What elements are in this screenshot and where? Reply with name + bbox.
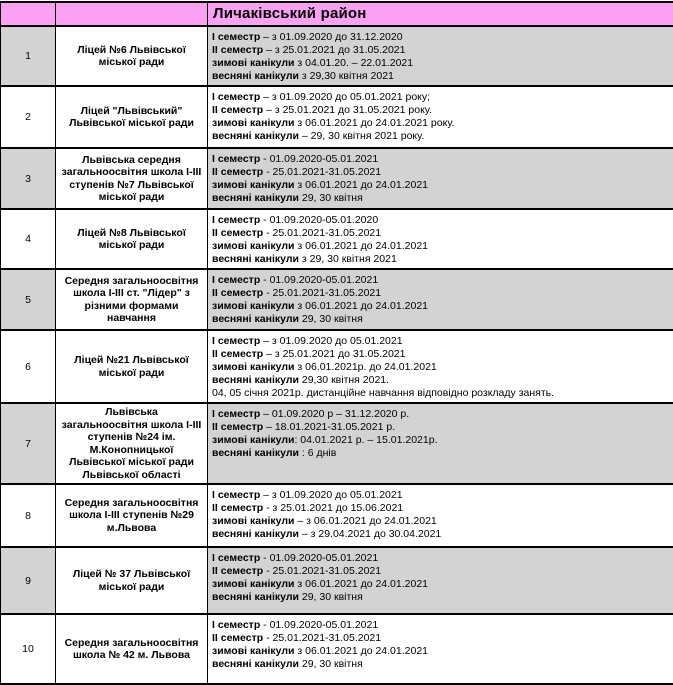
district-title-cell: [208, 2, 673, 26]
schedule-line: І семестр - 01.09.2020-05.01.2021: [212, 153, 379, 165]
schedule-line: ІІ семестр - з 25.01.2021 до 15.06.2021: [212, 502, 404, 514]
school-row: [1, 484, 673, 547]
schedule-line: весняні канікули 29, 30 квітня: [212, 313, 363, 325]
schedule-line: зимові канікули з 06.01.2021 до 24.01.2021: [212, 578, 429, 590]
schedule-line: зимові канікули: 04.01.2021 р. – 15.01.2021р.: [212, 434, 438, 446]
schedule-line: 04, 05 січня 2021р. дистанційне навчання відповідно розкладу занять.: [212, 387, 555, 399]
school-row: [1, 330, 673, 403]
schedule-line: І семестр – з 01.09.2020 до 05.01.2021: [212, 335, 403, 347]
row-number-cell: 10: [1, 614, 56, 684]
schedule-line: весняні канікули – 29, 30 квітня 2021 року.: [212, 130, 425, 142]
schedule-line: зимові канікули з 06.01.2021р. до 24.01.2021: [212, 361, 437, 373]
schedule-cell: [208, 614, 673, 684]
district-header-row: [1, 2, 673, 26]
schedule-line: І семестр - 01.09.2020-05.01.2021: [212, 552, 379, 564]
row-number-cell: 5: [1, 269, 56, 330]
schedule-line: І семестр - 01.09.2020-05.01.2021: [212, 274, 379, 286]
document-page: [0, 1, 672, 670]
schedule-line: ІІ семестр – з 25.01.2021 до 31.05.2021: [212, 44, 406, 56]
school-name-cell: Середня загальноосвітня школа І-ІІІ ступенів №29 м.Львова: [56, 484, 208, 547]
row-number-cell: 2: [1, 86, 56, 148]
schedule-cell: [208, 269, 673, 330]
schedule-cell: [208, 86, 673, 148]
schedule-line: зимові канікули – з 06.01.2021 до 24.01.2021: [212, 515, 437, 527]
district-title: Личаківський район: [213, 5, 367, 22]
schedule-cell: [208, 484, 673, 547]
schedule-line: зимові канікули з 04.01.20. – 22.01.2021: [212, 57, 414, 69]
schedule-line: ІІ семестр - 25.01.2021-31.05.2021: [212, 166, 382, 178]
school-row: [1, 86, 673, 148]
school-name-cell: Ліцей "Львівський" Львівської міської ради: [56, 86, 208, 148]
schedule-cell: [208, 547, 673, 614]
schedule-line: весняні канікули 29, 30 квітня: [212, 658, 363, 670]
school-name-cell: Ліцей №8 Львівської міської ради: [56, 209, 208, 269]
row-number-cell: 8: [1, 484, 56, 547]
school-name-cell: Ліцей №21 Львівської міської ради: [56, 330, 208, 403]
schedule-line: зимові канікули з 06.01.2021 до 24.01.2021: [212, 179, 429, 191]
school-name-cell: Ліцей №6 Львівської міської ради: [56, 26, 208, 86]
school-row: [1, 269, 673, 330]
schedule-line: ІІ семестр – з 25.01.2021 до 31.05.2021 року.: [212, 104, 432, 116]
school-row: [1, 26, 673, 86]
schedule-line: весняні канікули з 29,30 квітня 2021: [212, 70, 394, 82]
schedule-cell: [208, 26, 673, 86]
row-number-cell: 9: [1, 547, 56, 614]
row-number-cell: 6: [1, 330, 56, 403]
schedule-line: зимові канікули з 06.01.2021 до 24.01.2021 року.: [212, 117, 455, 129]
school-name-cell: Ліцей № 37 Львівської міської ради: [56, 547, 208, 614]
schedule-line: зимові канікули з 06.01.2021 до 24.01.2021: [212, 645, 429, 657]
school-name-cell: Львівська загальноосвітня школа І-ІІІ ступенів №24 ім. М.Конопницької Львівської міської ради Львівської області: [56, 403, 208, 484]
schedule-line: І семестр – з 01.09.2020 до 05.01.2021: [212, 489, 403, 501]
schedule-cell: [208, 403, 673, 484]
schedule-line: весняні канікули 29, 30 квітня: [212, 192, 363, 204]
schedule-line: І семестр - 01.09.2020-05.01.2020: [212, 214, 379, 226]
schedule-line: ІІ семестр - 25.01.2021-31.05.2021: [212, 632, 382, 644]
school-name-cell: Львівська середня загальноосвітня школа І-ІІІ ступенів №7 Львівської міської ради: [56, 148, 208, 209]
row-number-cell: 3: [1, 148, 56, 209]
schedule-cell: [208, 330, 673, 403]
school-name-cell: Середня загальноосвітня школа І-ІІІ ст. "Лідер" з різними формами навчання: [56, 269, 208, 330]
schedule-line: ІІ семестр – 18.01.2021-31.05.2021 р.: [212, 421, 396, 433]
schedule-line: весняні канікули – з 29.04.2021 до 30.04.2021: [212, 528, 442, 540]
school-row: [1, 403, 673, 484]
schedule-line: весняні канікули : 6 днів: [212, 447, 337, 459]
schedule-line: І семестр – з 01.09.2020 до 31.12.2020: [212, 31, 403, 43]
header-empty-number-cell: [1, 2, 56, 26]
school-row: [1, 209, 673, 269]
schedule-line: І семестр - 01.09.2020-05.01.2021: [212, 619, 379, 631]
schedule-line: ІІ семестр – з 25.01.2021 до 31.05.2021: [212, 348, 406, 360]
schedule-line: ІІ семестр - 25.01.2021-31.05.2021: [212, 565, 382, 577]
school-rows: [1, 26, 673, 684]
schedule-line: весняні канікули 29,30 квітня 2021.: [212, 374, 390, 386]
header-empty-name-cell: [56, 2, 208, 26]
schedule-cell: [208, 148, 673, 209]
school-schedule-table: [0, 1, 673, 685]
school-row: [1, 547, 673, 614]
schedule-cell: [208, 209, 673, 269]
schedule-line: весняні канікули з 29, 30 квітня 2021: [212, 253, 397, 265]
schedule-line: І семестр – 01.09.2020 р – 31.12.2020 р.: [212, 408, 410, 420]
schedule-line: І семестр – з 01.09.2020 до 05.01.2021 року;: [212, 91, 431, 103]
school-name-cell: Середня загальноосвітня школа № 42 м. Львова: [56, 614, 208, 684]
row-number-cell: 7: [1, 403, 56, 484]
school-row: [1, 614, 673, 684]
schedule-line: ІІ семестр - 25.01.2021-31.05.2021: [212, 227, 382, 239]
row-number-cell: 4: [1, 209, 56, 269]
school-row: [1, 148, 673, 209]
schedule-line: ІІ семестр - 25.01.2021-31.05.2021: [212, 287, 382, 299]
schedule-line: зимові канікули з 06.01.2021 до 24.01.2021: [212, 240, 429, 252]
schedule-line: весняні канікули 29, 30 квітня: [212, 591, 363, 603]
schedule-line: зимові канікули з 06.01.2021 до 24.01.2021: [212, 300, 429, 312]
row-number-cell: 1: [1, 26, 56, 86]
